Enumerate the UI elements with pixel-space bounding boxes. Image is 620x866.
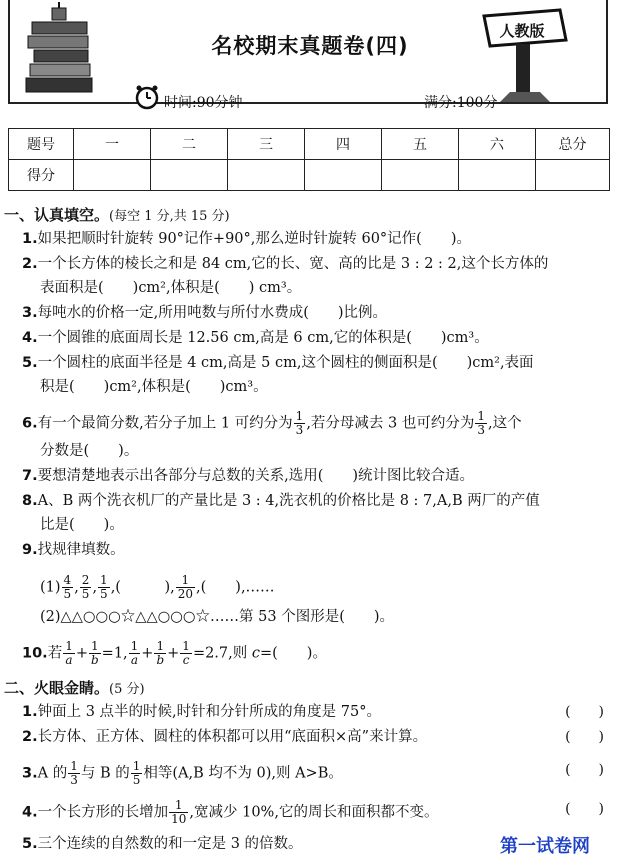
table-cell: 四 — [305, 129, 382, 160]
question-text: ,( ),…… — [196, 579, 275, 596]
denominator: 10 — [171, 812, 187, 826]
tf-question-1 — [22, 702, 612, 722]
question-6 — [22, 410, 522, 437]
section-title: 二、火眼金睛。 — [4, 679, 110, 697]
score-input-cell[interactable] — [536, 160, 610, 191]
fraction — [68, 760, 80, 787]
numerator: 1 — [477, 409, 486, 423]
numerator: 1 — [154, 640, 166, 654]
question-number: 9. — [22, 542, 38, 558]
variable: c — [251, 645, 260, 662]
denominator: a — [65, 653, 73, 667]
denominator: 3 — [477, 423, 486, 437]
numerator: 1 — [65, 639, 73, 653]
fraction — [131, 760, 143, 787]
question-1 — [22, 229, 471, 249]
question-text: ,宽减少 10%,它的周长和面积都不变。 — [189, 804, 439, 821]
fraction — [89, 640, 101, 667]
question-5 — [22, 353, 534, 373]
answer-blank[interactable]: ( ) — [565, 801, 604, 817]
question-text: 长方体、正方体、圆柱的体积都可以用“底面积×高”来计算。 — [37, 729, 428, 745]
answer-blank[interactable]: ( ) — [565, 729, 604, 745]
question-number: 1. — [22, 704, 38, 720]
question-text: ,若分母减去 3 也可约分为 — [306, 415, 475, 432]
question-number: 3. — [22, 305, 38, 321]
question-text: 表面积是( )cm²,体积是( ) cm³。 — [40, 280, 302, 296]
table-row — [9, 129, 610, 160]
question-2 — [22, 254, 548, 274]
question-number: 6. — [22, 415, 38, 432]
denominator: 3 — [70, 773, 78, 787]
numerator: 1 — [70, 759, 78, 773]
table-cell: 二 — [151, 129, 228, 160]
question-number: 3. — [22, 765, 38, 782]
question-9-sub2 — [40, 607, 394, 627]
numerator: 4 — [63, 573, 72, 587]
question-text: 积是( )cm²,体积是( )cm³。 — [40, 379, 268, 395]
denominator: 5 — [63, 587, 72, 601]
watermark-logo: 第一试卷网 — [500, 836, 590, 857]
fraction — [98, 574, 110, 601]
tf-question-4 — [22, 799, 612, 826]
denominator: 3 — [295, 423, 304, 437]
question-text: 一个长方体的棱长之和是 84 cm,它的长、宽、高的比是 3 : 2 : 2,这个长方体的 — [37, 256, 549, 272]
question-text: =( )。 — [260, 645, 327, 662]
numerator: 1 — [89, 640, 101, 654]
numerator: 1 — [176, 574, 195, 588]
question-number: 4. — [22, 804, 38, 821]
fraction — [169, 799, 188, 826]
fraction — [154, 640, 166, 667]
question-number: 4. — [22, 330, 38, 346]
question-text: 一个圆锥的底面周长是 12.56 cm,高是 6 cm,它的体积是( )cm³。 — [37, 330, 489, 346]
denominator: 5 — [100, 587, 108, 601]
score-table — [8, 128, 610, 191]
question-text: (2)△△○○○☆△△○○○☆……第 53 个图形是( )。 — [40, 609, 395, 625]
section-1-heading — [4, 205, 230, 227]
question-number: 2. — [22, 729, 38, 745]
table-cell: 题号 — [9, 129, 74, 160]
question-7 — [22, 466, 474, 486]
question-2-cont — [40, 278, 301, 298]
question-text: ,( ), — [110, 579, 175, 596]
full-score: 满分:100分 — [424, 95, 498, 111]
question-text: 如果把顺时针旋转 90°记作+90°,那么逆时针旋转 60°记作( )。 — [37, 231, 472, 247]
question-9 — [22, 540, 125, 560]
question-number: 2. — [22, 256, 38, 272]
denominator: 5 — [81, 587, 90, 601]
question-6-cont — [40, 441, 138, 461]
fraction — [62, 574, 74, 601]
question-10: 10.若 $\frac{1}{a}$ + $\frac{1}{b}$ =1, $\frac{1}{a}$ + $\frac{1}{b}$ + $\frac{1}{c}$ =2.7,则 c=( )。 — [22, 639, 327, 667]
question-text: 有一个最简分数,若分子加上 1 可约分为 — [37, 415, 293, 432]
page-title: 名校期末真题卷(四) — [211, 34, 409, 58]
question-text: 分数是( )。 — [40, 443, 139, 459]
question-text: 相等(A,B 均不为 0),则 A>B。 — [143, 765, 343, 782]
question-number: 10. — [22, 645, 48, 662]
question-text: =2.7,则 — [192, 645, 252, 662]
denominator: b — [90, 653, 99, 667]
tf-question-2 — [22, 727, 612, 747]
question-text: ,这个 — [488, 415, 522, 432]
table-cell: 五 — [382, 129, 459, 160]
numerator: 2 — [81, 573, 90, 587]
question-text: 一个长方形的长增加 — [37, 804, 169, 821]
question-text: 钟面上 3 点半的时候,时针和分针所成的角度是 75°。 — [37, 704, 381, 720]
sub-label: (1) — [40, 579, 61, 596]
question-9-sub1: (1) $\frac{4}{5}$ , $\frac{2}{5}$ , $\frac{1}{5}$ ,( ), $\frac{1}{20}$ ,( ),…… — [40, 573, 275, 601]
question-text: 三个连续的自然数的和一定是 3 的倍数。 — [37, 836, 303, 852]
score-input-cell[interactable] — [459, 160, 536, 191]
tf-question-3 — [22, 760, 612, 787]
question-text: 要想清楚地表示出各部分与总数的关系,选用( )统计图比较合适。 — [37, 468, 475, 484]
fraction — [294, 410, 306, 437]
fraction — [80, 574, 92, 601]
score-input-cell[interactable] — [74, 160, 151, 191]
numerator: 1 — [132, 759, 141, 773]
question-5-cont — [40, 377, 268, 397]
denominator: b — [156, 653, 165, 667]
numerator: 1 — [130, 639, 139, 653]
numerator: 1 — [169, 799, 188, 813]
fraction — [475, 410, 487, 437]
question-text: A 的 — [37, 765, 68, 782]
question-number: 5. — [22, 355, 38, 371]
table-cell: 得分 — [9, 160, 74, 191]
question-text: 若 — [47, 645, 63, 662]
denominator: a — [130, 653, 139, 667]
question-4 — [22, 328, 489, 348]
question-text: 比是( )。 — [40, 517, 124, 533]
table-cell: 三 — [228, 129, 305, 160]
section-title: 一、认真填空。 — [4, 206, 110, 224]
fraction — [129, 640, 141, 667]
denominator: c — [182, 653, 190, 667]
score-input-cell[interactable] — [151, 160, 228, 191]
numerator: 1 — [295, 409, 304, 423]
edition-badge: 人教版 — [499, 22, 545, 40]
question-text: 与 B 的 — [80, 765, 130, 782]
question-text: 每吨水的价格一定,所用吨数与所付水费成( )比例。 — [37, 305, 388, 321]
score-input-cell[interactable] — [228, 160, 305, 191]
fraction — [176, 574, 195, 601]
numerator: 1 — [182, 639, 190, 653]
answer-blank[interactable]: ( ) — [565, 704, 604, 720]
time-limit: 时间:90分钟 — [164, 95, 243, 111]
question-number: 5. — [22, 836, 38, 852]
table-row — [9, 160, 610, 191]
fraction — [180, 640, 192, 667]
table-cell: 总分 — [536, 129, 610, 160]
question-3 — [22, 303, 387, 323]
question-text: A、B 两个洗衣机厂的产量比是 3 : 4,洗衣机的价格比是 8 : 7,A,B 两厂的产值 — [37, 493, 540, 509]
question-8 — [22, 491, 540, 511]
score-input-cell[interactable] — [305, 160, 382, 191]
clock-icon — [134, 84, 160, 110]
denominator: 20 — [177, 587, 194, 601]
numerator: 1 — [100, 573, 108, 587]
question-text: 一个圆柱的底面半径是 4 cm,高是 5 cm,这个圆柱的侧面积是( )cm²,表面 — [37, 355, 534, 371]
section-note: (5 分) — [109, 682, 145, 697]
question-text: 找规律填数。 — [37, 542, 125, 558]
fraction — [63, 640, 75, 667]
section-2-heading — [4, 678, 145, 700]
question-number: 7. — [22, 468, 38, 484]
score-input-cell[interactable] — [382, 160, 459, 191]
answer-blank[interactable]: ( ) — [565, 762, 604, 778]
question-text: =1, — [101, 645, 128, 662]
table-cell: 一 — [74, 129, 151, 160]
question-number: 8. — [22, 493, 38, 509]
question-8-cont — [40, 515, 124, 535]
tf-question-5 — [22, 834, 303, 854]
question-number: 1. — [22, 231, 38, 247]
denominator: 5 — [132, 773, 141, 787]
section-note: (每空 1 分,共 15 分) — [109, 209, 230, 224]
table-cell: 六 — [459, 129, 536, 160]
